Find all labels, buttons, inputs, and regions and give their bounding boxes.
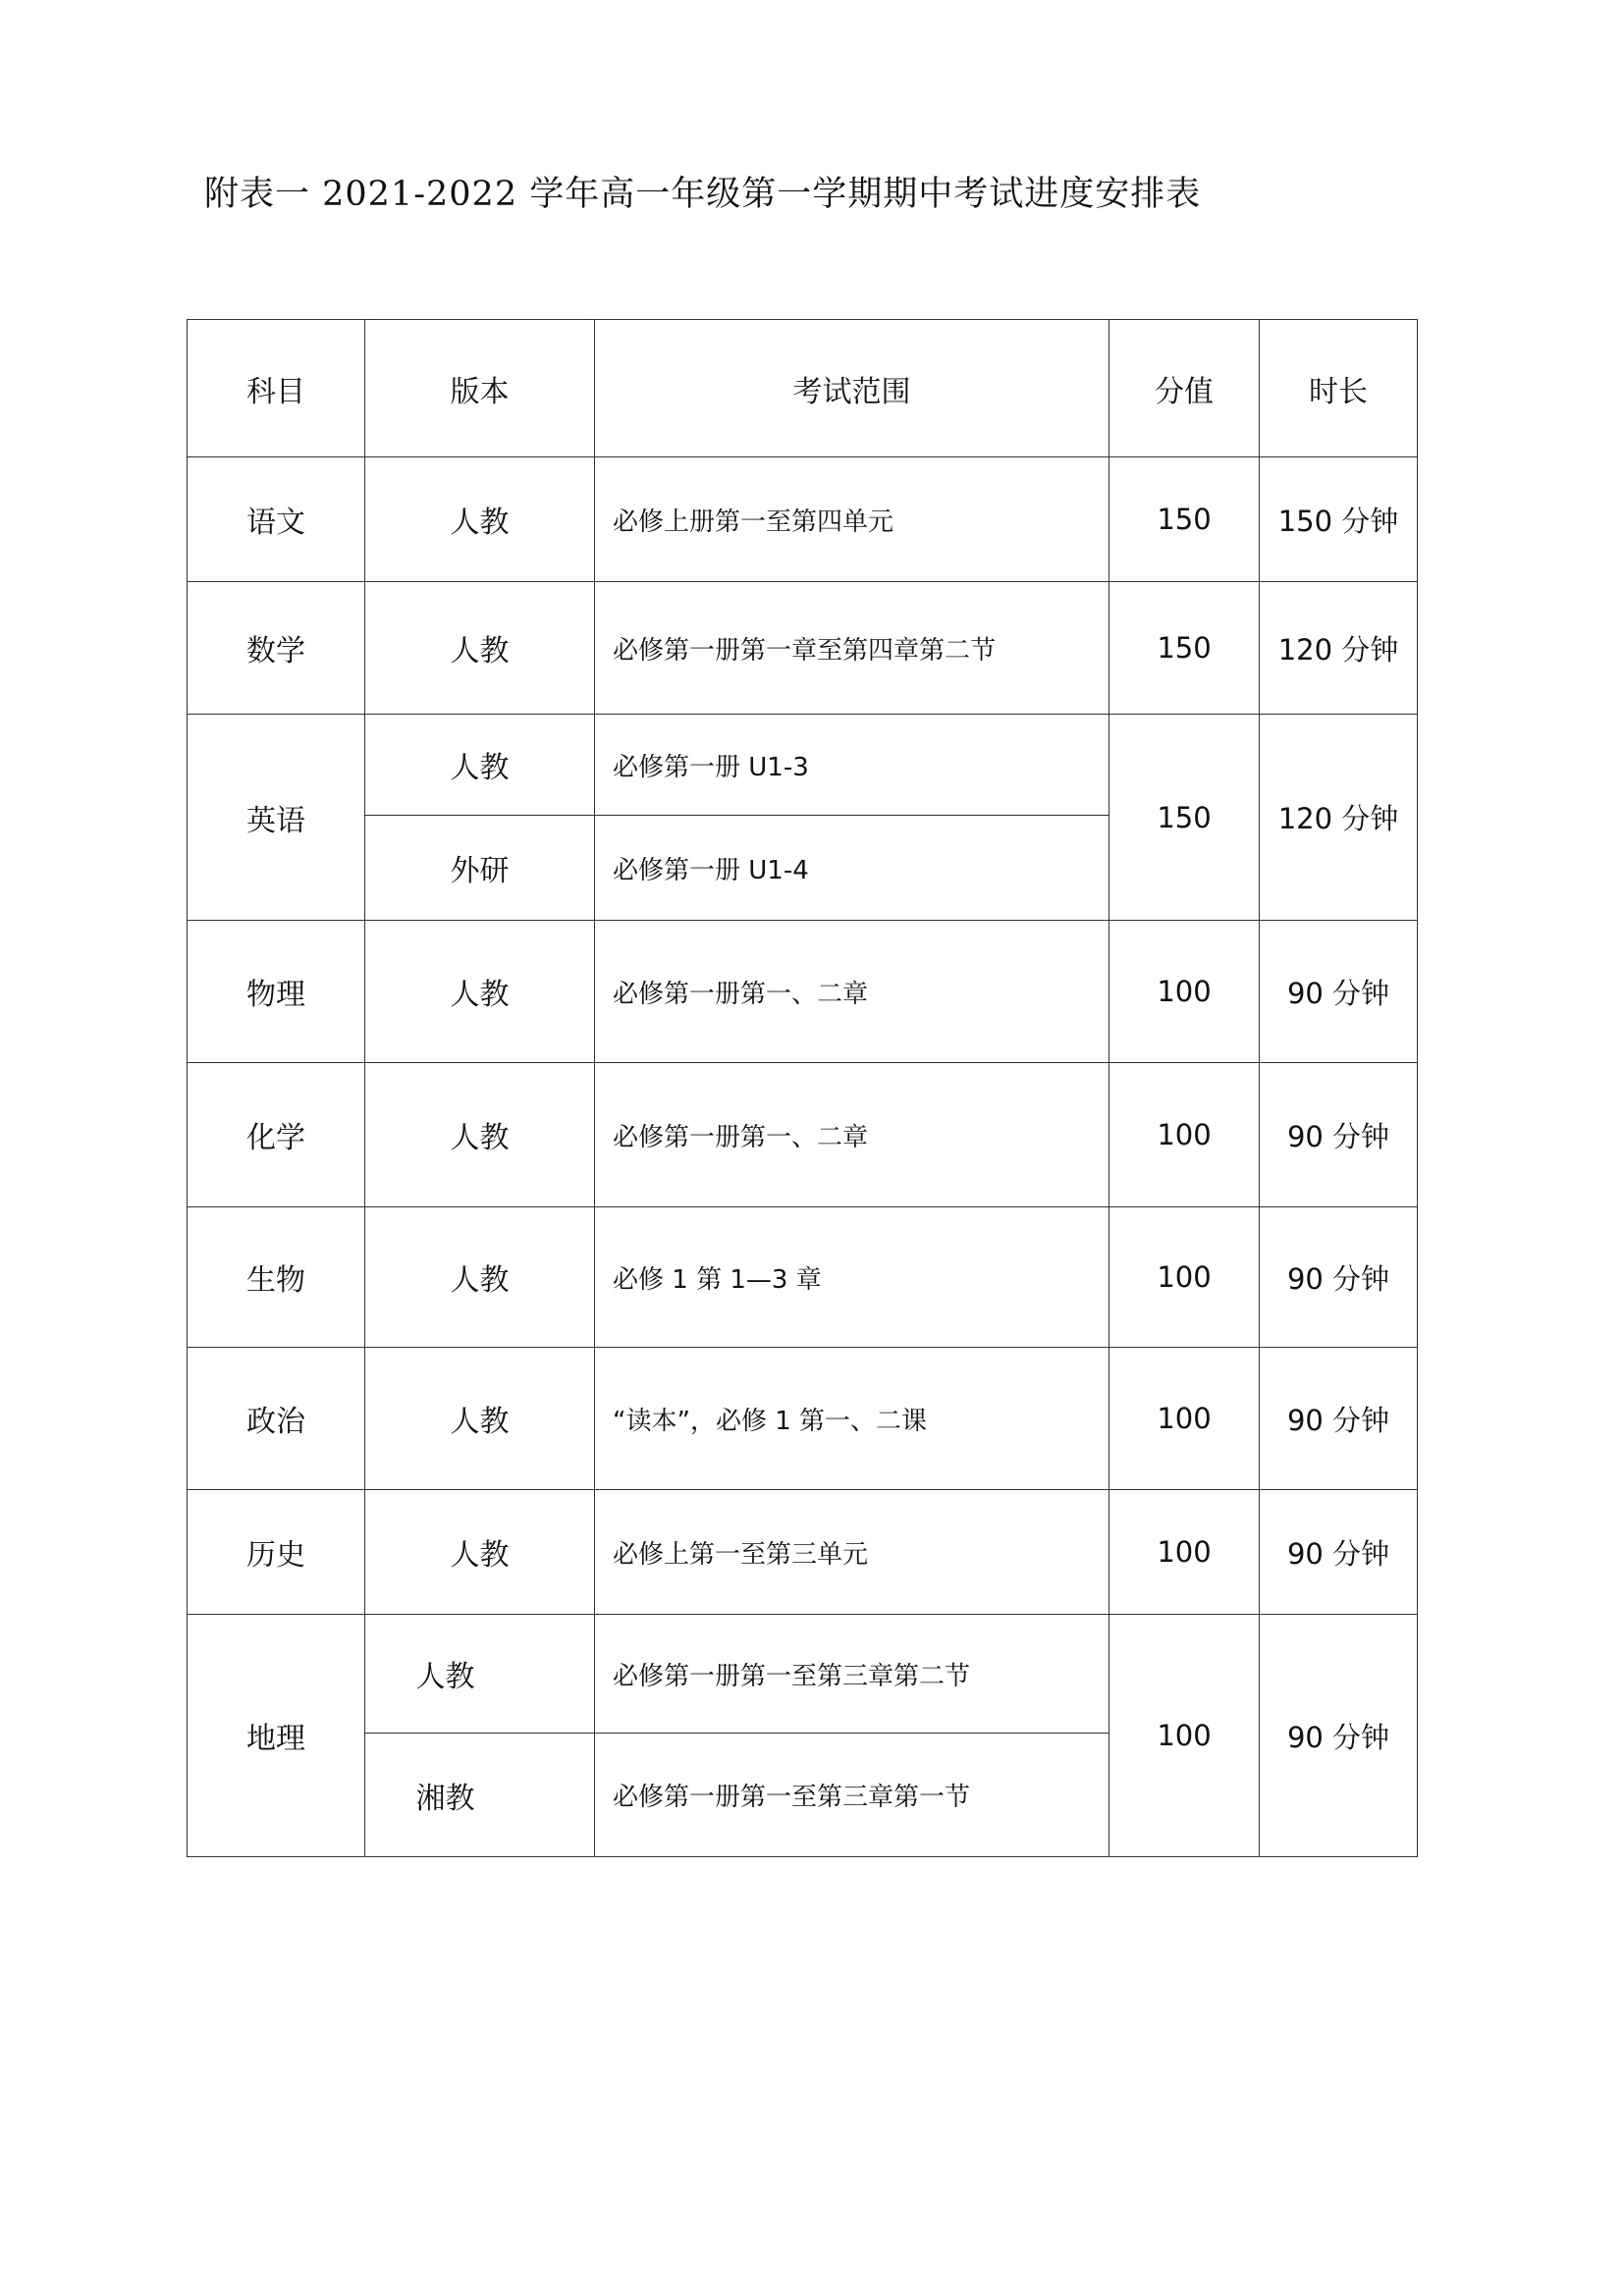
range-cell: 必修上第一至第三单元 xyxy=(595,1490,1110,1615)
exam-schedule-table xyxy=(187,319,1418,1857)
header-version: 版本 xyxy=(365,320,595,457)
table-row-chinese xyxy=(188,457,1418,582)
score-cell: 100 xyxy=(1110,1490,1260,1615)
version-cell: 人教 xyxy=(365,582,595,715)
table-row-politics xyxy=(188,1348,1418,1490)
subject-cell: 政治 xyxy=(188,1348,365,1490)
score-cell: 100 xyxy=(1110,1348,1260,1490)
subject-cell: 化学 xyxy=(188,1063,365,1207)
range-cell: 必修 1 第 1—3 章 xyxy=(595,1207,1110,1348)
subject-cell: 地理 xyxy=(188,1615,365,1857)
subject-cell: 语文 xyxy=(188,457,365,582)
duration-cell: 120 分钟 xyxy=(1260,715,1418,921)
subject-cell: 英语 xyxy=(188,715,365,921)
version-cell: 外研 xyxy=(365,816,595,921)
subject-cell: 生物 xyxy=(188,1207,365,1348)
version-cell: 人教 xyxy=(365,457,595,582)
header-range: 考试范围 xyxy=(595,320,1110,457)
version-cell: 湘教 xyxy=(365,1734,595,1857)
header-row xyxy=(188,320,1418,457)
table-row-math xyxy=(188,582,1418,715)
version-cell: 人教 xyxy=(365,1615,595,1734)
version-cell: 人教 xyxy=(365,1207,595,1348)
version-cell: 人教 xyxy=(365,921,595,1063)
duration-cell: 90 分钟 xyxy=(1260,1490,1418,1615)
range-cell: “读本”，必修 1 第一、二课 xyxy=(595,1348,1110,1490)
table-row-history xyxy=(188,1490,1418,1615)
score-cell: 100 xyxy=(1110,1207,1260,1348)
version-cell: 人教 xyxy=(365,715,595,816)
version-cell: 人教 xyxy=(365,1348,595,1490)
score-cell: 100 xyxy=(1110,1615,1260,1857)
score-cell: 100 xyxy=(1110,1063,1260,1207)
duration-cell: 90 分钟 xyxy=(1260,1348,1418,1490)
range-cell: 必修第一册第一至第三章第一节 xyxy=(595,1734,1110,1857)
range-cell: 必修第一册 U1-4 xyxy=(595,816,1110,921)
version-cell: 人教 xyxy=(365,1063,595,1207)
range-cell: 必修第一册第一、二章 xyxy=(595,921,1110,1063)
duration-cell: 90 分钟 xyxy=(1260,921,1418,1063)
range-cell: 必修第一册第一章至第四章第二节 xyxy=(595,582,1110,715)
subject-cell: 历史 xyxy=(188,1490,365,1615)
table-row-biology xyxy=(188,1207,1418,1348)
subject-cell: 数学 xyxy=(188,582,365,715)
header-score: 分值 xyxy=(1110,320,1260,457)
subject-cell: 物理 xyxy=(188,921,365,1063)
table-row-physics xyxy=(188,921,1418,1063)
table-row-chemistry xyxy=(188,1063,1418,1207)
range-cell: 必修第一册 U1-3 xyxy=(595,715,1110,816)
version-cell: 人教 xyxy=(365,1490,595,1615)
duration-cell: 90 分钟 xyxy=(1260,1207,1418,1348)
score-cell: 150 xyxy=(1110,582,1260,715)
range-cell: 必修第一册第一、二章 xyxy=(595,1063,1110,1207)
table-row-english-a xyxy=(188,715,1418,816)
score-cell: 150 xyxy=(1110,457,1260,582)
duration-cell: 90 分钟 xyxy=(1260,1615,1418,1857)
duration-cell: 150 分钟 xyxy=(1260,457,1418,582)
range-cell: 必修上册第一至第四单元 xyxy=(595,457,1110,582)
duration-cell: 90 分钟 xyxy=(1260,1063,1418,1207)
page-title: 附表一 2021-2022 学年高一年级第一学期期中考试进度安排表 xyxy=(204,175,1202,214)
header-subject: 科目 xyxy=(188,320,365,457)
score-cell: 100 xyxy=(1110,921,1260,1063)
score-cell: 150 xyxy=(1110,715,1260,921)
header-duration: 时长 xyxy=(1260,320,1418,457)
range-cell: 必修第一册第一至第三章第二节 xyxy=(595,1615,1110,1734)
duration-cell: 120 分钟 xyxy=(1260,582,1418,715)
table-row-geography-a xyxy=(188,1615,1418,1734)
